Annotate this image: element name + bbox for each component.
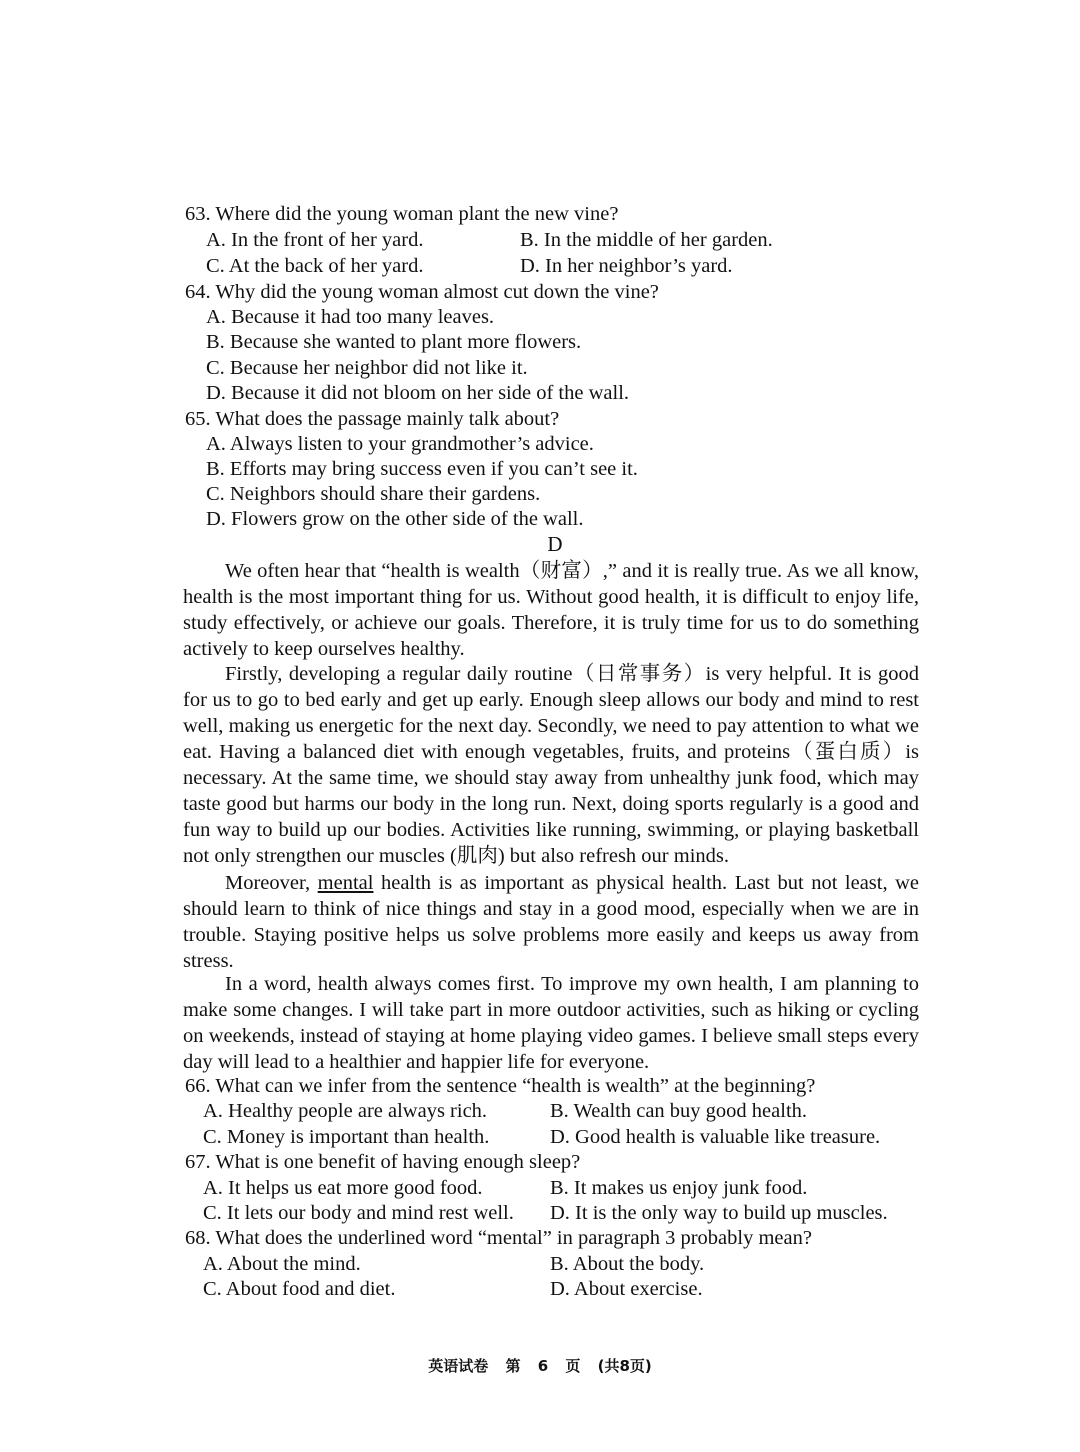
q67-option-c: C. It lets our body and mind rest well.: [203, 1202, 514, 1224]
q65-option-d: D. Flowers grow on the other side of the wall.: [206, 508, 584, 530]
q67-option-d: D. It is the only way to build up muscles.: [550, 1202, 888, 1224]
underlined-word-mental: mental: [317, 872, 374, 894]
footer-subject: 英语试卷: [428, 1357, 489, 1375]
q68-option-d: D. About exercise.: [550, 1278, 703, 1300]
q64-option-b: B. Because she wanted to plant more flowers.: [206, 331, 582, 353]
q67-option-a: A. It helps us eat more good food.: [203, 1177, 483, 1199]
q68-option-a: A. About the mind.: [203, 1253, 361, 1275]
q63-option-d: D. In her neighbor’s yard.: [520, 255, 733, 277]
question-66: 66. What can we infer from the sentence “health is wealth” at the beginning?: [185, 1075, 816, 1097]
p3-start: Moreover,: [225, 872, 311, 894]
q65-option-a: A. Always listen to your grandmother’s advice.: [206, 433, 594, 455]
q66-option-c: C. Money is important than health.: [203, 1126, 490, 1148]
question-65: 65. What does the passage mainly talk about?: [185, 408, 560, 430]
passage-paragraph-1: We often hear that “health is wealth（财富）,” and it is really true. As we all know, health is the most important thing for us. Without good health, it is difficult to enjoy life, study effectively, or achieve our goals. Therefore, it is truly time for us to do something actively to keep ourselves healthy.: [183, 560, 919, 660]
q66-option-b: B. Wealth can buy good health.: [550, 1100, 808, 1122]
q63-option-a: A. In the front of her yard.: [206, 229, 424, 251]
section-heading: D: [547, 532, 563, 556]
footer-page-number: 6: [537, 1357, 549, 1375]
q63-option-c: C. At the back of her yard.: [206, 255, 424, 277]
q64-option-a: A. Because it had too many leaves.: [206, 306, 495, 328]
p3-rest: health is as important as physical health. Last but not least, we should learn to think of nice things and stay in a good mood, especially when we are in trouble. Staying positive helps us solve problems more easily and keeps us away from stress.: [183, 872, 920, 972]
q64-option-c: C. Because her neighbor did not like it.: [206, 357, 528, 379]
q67-option-b: B. It makes us enjoy junk food.: [550, 1177, 808, 1199]
page-footer: [0, 1355, 1080, 1376]
footer-page-suffix: 页: [565, 1357, 581, 1375]
footer-total-pages: (共8页): [597, 1357, 652, 1375]
q66-option-d: D. Good health is valuable like treasure.: [550, 1126, 881, 1148]
question-67: 67. What is one benefit of having enough sleep?: [185, 1151, 581, 1173]
question-63: 63. Where did the young woman plant the new vine?: [185, 203, 619, 225]
q68-option-b: B. About the body.: [550, 1253, 705, 1275]
passage-paragraph-2: Firstly, developing a regular daily routine（日常事务）is very helpful. It is good for us to go to bed early and get up early. Enough sleep allows our body and mind to rest well, making us energetic for the next day. Secondly, we need to pay attention to what we eat. Having a balanced diet with enough vegetables, fruits, and proteins（蛋白质）is necessary. At the same time, we should stay away from unhealthy junk food, which may taste good but harms our body in the long run. Next, doing sports regularly is a good and fun way to build up our bodies. Activities like running, swimming, or playing basketball not only strengthen our muscles (肌肉) but also refresh our minds.: [183, 663, 919, 867]
q63-option-b: B. In the middle of her garden.: [520, 229, 773, 251]
question-64: 64. Why did the young woman almost cut down the vine?: [185, 281, 659, 303]
q64-option-d: D. Because it did not bloom on her side of the wall.: [206, 382, 630, 404]
footer-page-prefix: 第: [505, 1357, 521, 1375]
question-68: 68. What does the underlined word “mental” in paragraph 3 probably mean?: [185, 1227, 812, 1249]
q65-option-b: B. Efforts may bring success even if you can’t see it.: [206, 458, 638, 480]
passage-paragraph-4: In a word, health always comes first. To improve my own health, I am planning to make some changes. I will take part in more outdoor activities, such as hiking or cycling on weekends, instead of staying at home playing video games. I believe small steps every day will lead to a healthier and happier life for everyone.: [183, 973, 919, 1073]
q66-option-a: A. Healthy people are always rich.: [203, 1100, 488, 1122]
q65-option-c: C. Neighbors should share their gardens.: [206, 483, 541, 505]
passage-paragraph-3: [183, 870, 919, 974]
q68-option-c: C. About food and diet.: [203, 1278, 396, 1300]
